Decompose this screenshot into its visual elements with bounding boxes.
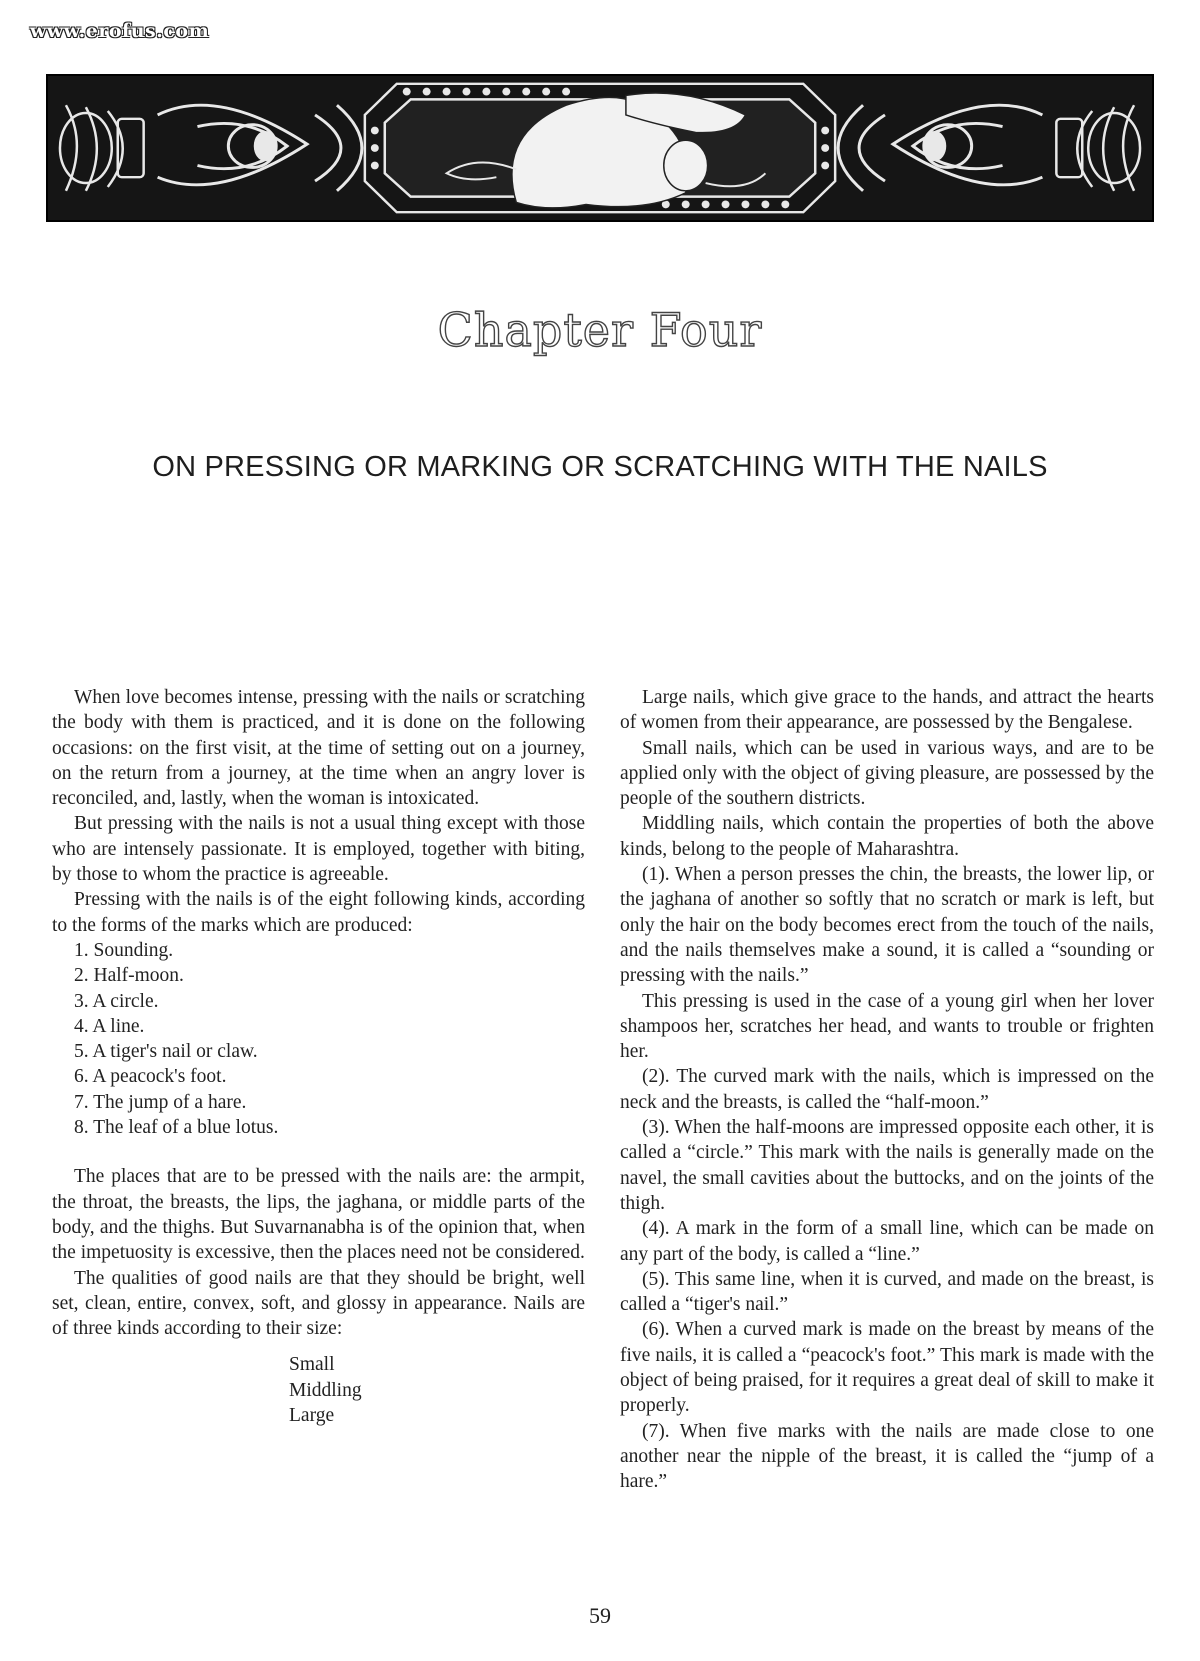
sizes-list (289, 1352, 585, 1428)
size-item: Large (289, 1405, 335, 1427)
paragraph: (3). When the half-moons are impressed opposite each other, it is called a “circle.” This mark with the nails is generally made on the navel, the small cavities about the buttocks, and on the joints of the thigh. (620, 1117, 1154, 1214)
kinds-list (52, 938, 585, 1140)
page-number: 59 (589, 1603, 611, 1628)
list-item: 4. A line. (74, 1015, 145, 1037)
left-column (52, 685, 585, 1428)
paragraph: (1). When a person presses the chin, the breasts, the lower lip, or the jaghana of another so softly that no scratch or mark is left, but only the hair on the body becomes erect from the touch of the nails, and the nails themselves make a sound, it is called a “sounding or pressing with the nails.” (620, 864, 1154, 987)
list-item: 2. Half-moon. (74, 965, 184, 987)
section-heading: ON PRESSING OR MARKING OR SCRATCHING WITH THE NAILS (152, 451, 1048, 483)
paragraph: When love becomes intense, pressing with the nails or scratching the body with them is practiced, and it is done on the following occasions: on the first visit, at the time of setting out on a journey, on the return from a journey, at the time when an angry lover is reconciled, and, lastly, when the woman is intoxicated. (52, 687, 585, 810)
watermark: www.erofus.com (30, 20, 210, 42)
paragraph: Small nails, which can be used in various ways, and are to be applied only with the object of giving pleasure, are possessed by the people of the southern districts. (620, 737, 1154, 810)
paragraph: This pressing is used in the case of a young girl when her lover shampoos her, scratches her head, and wants to trouble or frighten her. (620, 990, 1154, 1063)
paragraph: (6). When a curved mark is made on the breast by means of the five nails, it is called a “peacock's foot.” This mark is made with the object of being praised, for it requires a great deal of skill to make it properly. (620, 1319, 1154, 1417)
right-column (620, 685, 1154, 1495)
list-item: 8. The leaf of a blue lotus. (74, 1117, 279, 1139)
paragraph: (4). A mark in the form of a small line, which can be made on any part of the body, is called a “line.” (620, 1218, 1154, 1265)
paragraph: Pressing with the nails is of the eight following kinds, according to the forms of the marks which are produced: (52, 889, 585, 936)
list-item: 7. The jump of a hare. (74, 1091, 247, 1113)
paragraph: (5). This same line, when it is curved, and made on the breast, is called a “tiger's nail.” (620, 1268, 1154, 1316)
list-item: 3. A circle. (74, 990, 159, 1012)
paragraph: Middling nails, which contain the properties of both the above kinds, belong to the people of Maharashtra. (620, 813, 1154, 860)
chapter-title: Chapter Four (437, 303, 763, 357)
paragraph: (2). The curved mark with the nails, which is impressed on the neck and the breasts, is called the “half-moon.” (620, 1066, 1154, 1113)
paragraph: But pressing with the nails is not a usual thing except with those who are intensely passionate. It is employed, together with biting, by those to whom the practice is agreeable. (52, 813, 585, 886)
size-item: Middling (289, 1379, 362, 1401)
ornamental-banner (46, 74, 1154, 222)
ornamental-banner-illustration (48, 76, 1152, 220)
paragraph: The qualities of good nails are that they should be bright, well set, clean, entire, convex, soft, and glossy in appearance. Nails are of three kinds according to their size: (52, 1267, 585, 1340)
paragraph: The places that are to be pressed with the nails are: the armpit, the throat, the breasts, the lips, the jaghana, or middle parts of the body, and the thighs. But Suvarnanabha is of the opinion that, when the impetuosity is excessive, then the places need not be considered. (52, 1166, 585, 1264)
size-item: Small (289, 1354, 335, 1376)
list-item: 5. A tiger's nail or claw. (74, 1041, 258, 1063)
paragraph: (7). When five marks with the nails are made close to one another near the nipple of the breast, it is called the “jump of a hare.” (620, 1420, 1154, 1493)
list-item: 6. A peacock's foot. (74, 1066, 227, 1088)
list-item: 1. Sounding. (74, 939, 174, 961)
paragraph: Large nails, which give grace to the hands, and attract the hearts of women from their appearance, are possessed by the Bengalese. (620, 687, 1154, 734)
